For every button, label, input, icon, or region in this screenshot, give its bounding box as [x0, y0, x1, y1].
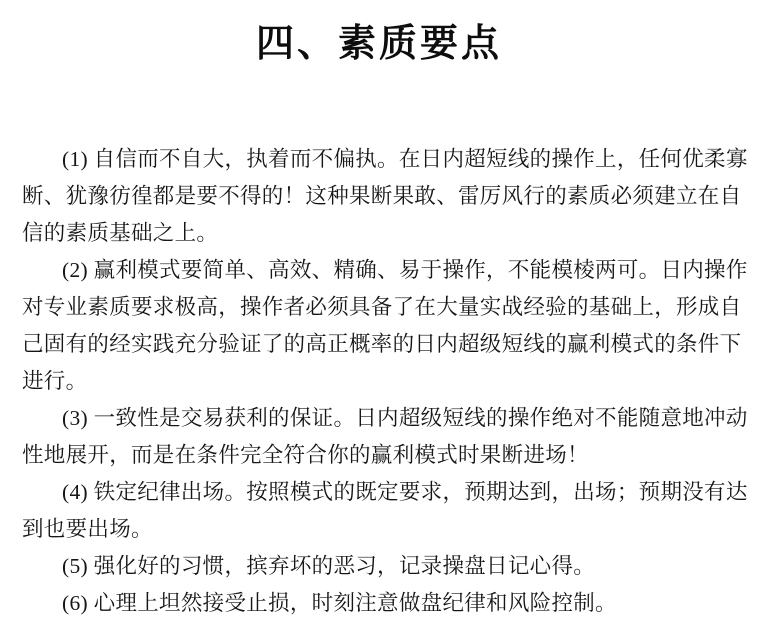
paragraph-2-line-4: 进行。 — [22, 369, 88, 393]
document-body — [22, 141, 748, 622]
paragraph-1-line-2: 断、犹豫彷徨都是要不得的！这种果断果敢、雷厉风行的素质必须建立在自 — [22, 184, 742, 208]
paragraph-2-line-2: 对专业素质要求极高，操作者必须具备了在大量实战经验的基础上，形成自 — [22, 295, 742, 319]
paragraph-2-line-1: (2) 赢利模式要简单、高效、精确、易于操作，不能模棱两可。日内操作 — [62, 258, 748, 282]
paragraph-4-line-1: (4) 铁定纪律出场。按照模式的既定要求，预期达到，出场；预期没有达 — [62, 480, 748, 504]
paragraph-3-line-2: 性地展开，而是在条件完全符合你的赢利模式时果断进场！ — [22, 443, 589, 467]
page-title: 四、素质要点 — [255, 23, 502, 65]
paragraph-2-line-3: 己固有的经实践充分验证了的高正概率的日内超级短线的赢利模式的条件下 — [22, 332, 742, 356]
paragraph-3-line-1: (3) 一致性是交易获利的保证。日内超级短线的操作绝对不能随意地冲动 — [62, 406, 748, 430]
paragraph-1-line-3: 信的素质基础之上。 — [22, 221, 219, 245]
paragraph-5-line-1: (5) 强化好的习惯，摈弃坏的恶习，记录操盘日记心得。 — [62, 554, 596, 578]
paragraph-4-line-2: 到也要出场。 — [22, 517, 153, 541]
paragraph-6-line-1: (6) 心理上坦然接受止损，时刻注意做盘纪律和风险控制。 — [62, 591, 617, 615]
paragraph-1-line-1: (1) 自信而不自大，执着而不偏执。在日内超短线的操作上，任何优柔寡 — [62, 147, 748, 171]
